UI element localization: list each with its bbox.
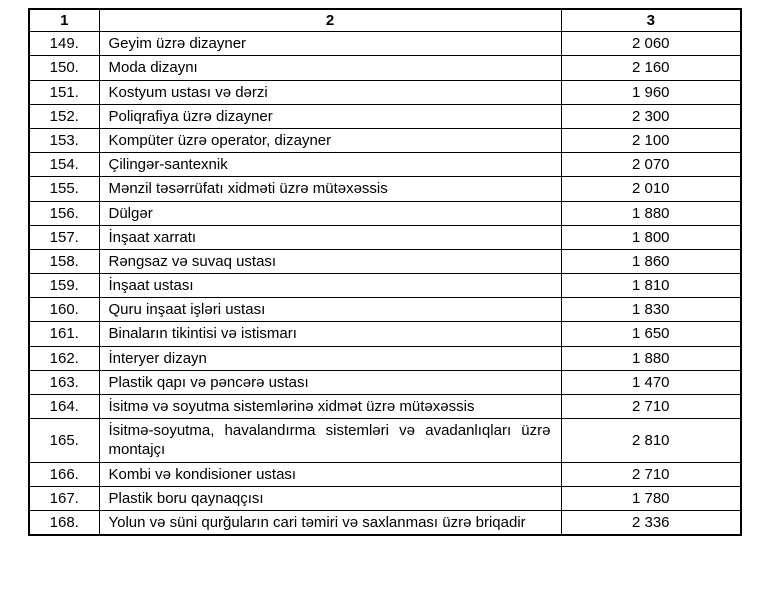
profession-name: Dülgər <box>99 201 561 225</box>
table-row <box>29 201 741 225</box>
professions-table <box>28 8 742 536</box>
table-row <box>29 128 741 152</box>
profession-name: Çilingər-santexnik <box>99 153 561 177</box>
salary-value: 1 780 <box>561 486 741 510</box>
table-row <box>29 225 741 249</box>
row-number: 151. <box>29 80 99 104</box>
profession-name: İnşaat xarratı <box>99 225 561 249</box>
profession-name: Plastik boru qaynaqçısı <box>99 486 561 510</box>
table-row <box>29 510 741 535</box>
row-number: 158. <box>29 249 99 273</box>
row-number: 161. <box>29 322 99 346</box>
salary-value: 2 060 <box>561 32 741 56</box>
table-row <box>29 486 741 510</box>
salary-value: 2 010 <box>561 177 741 201</box>
table-row <box>29 370 741 394</box>
row-number: 154. <box>29 153 99 177</box>
header-col-1: 1 <box>29 9 99 32</box>
salary-value: 1 860 <box>561 249 741 273</box>
salary-value: 2 300 <box>561 104 741 128</box>
table-row <box>29 104 741 128</box>
table-row <box>29 462 741 486</box>
profession-name: Binaların tikintisi və istismarı <box>99 322 561 346</box>
salary-value: 1 830 <box>561 298 741 322</box>
salary-value: 1 810 <box>561 274 741 298</box>
salary-value: 2 070 <box>561 153 741 177</box>
salary-value: 2 160 <box>561 56 741 80</box>
profession-name: Kombi və kondisioner ustası <box>99 462 561 486</box>
profession-name: Yolun və süni qurğuların cari təmiri və saxlanması üzrə briqadir <box>99 510 561 535</box>
row-number: 156. <box>29 201 99 225</box>
row-number: 152. <box>29 104 99 128</box>
profession-name: İnşaat ustası <box>99 274 561 298</box>
row-number: 165. <box>29 419 99 462</box>
profession-name: Moda dizaynı <box>99 56 561 80</box>
profession-name: Kompüter üzrə operator, dizayner <box>99 128 561 152</box>
header-col-3: 3 <box>561 9 741 32</box>
row-number: 159. <box>29 274 99 298</box>
salary-value: 2 336 <box>561 510 741 535</box>
row-number: 166. <box>29 462 99 486</box>
table-row <box>29 322 741 346</box>
profession-name: Kostyum ustası və dərzi <box>99 80 561 104</box>
table-row <box>29 274 741 298</box>
profession-name: İsitmə-soyutma, havalandırma sistemləri və avadanlıqları üzrə montajçı <box>99 419 561 462</box>
salary-value: 2 810 <box>561 419 741 462</box>
table-body <box>29 32 741 535</box>
row-number: 163. <box>29 370 99 394</box>
profession-name: Mənzil təsərrüfatı xidməti üzrə mütəxəssis <box>99 177 561 201</box>
salary-value: 1 470 <box>561 370 741 394</box>
profession-name: Quru inşaat işləri ustası <box>99 298 561 322</box>
salary-value: 2 710 <box>561 395 741 419</box>
row-number: 162. <box>29 346 99 370</box>
table-row <box>29 419 741 462</box>
table-row <box>29 395 741 419</box>
row-number: 157. <box>29 225 99 249</box>
salary-value: 2 100 <box>561 128 741 152</box>
salary-value: 2 710 <box>561 462 741 486</box>
row-number: 149. <box>29 32 99 56</box>
table-row <box>29 56 741 80</box>
salary-value: 1 650 <box>561 322 741 346</box>
row-number: 150. <box>29 56 99 80</box>
table-row <box>29 346 741 370</box>
table-row <box>29 298 741 322</box>
row-number: 164. <box>29 395 99 419</box>
row-number: 160. <box>29 298 99 322</box>
profession-name: İnteryer dizayn <box>99 346 561 370</box>
salary-value: 1 880 <box>561 346 741 370</box>
profession-name: Poliqrafiya üzrə dizayner <box>99 104 561 128</box>
profession-name: Plastik qapı və pəncərə ustası <box>99 370 561 394</box>
table-row <box>29 80 741 104</box>
salary-value: 1 880 <box>561 201 741 225</box>
row-number: 168. <box>29 510 99 535</box>
table-row <box>29 249 741 273</box>
profession-name: Geyim üzrə dizayner <box>99 32 561 56</box>
salary-value: 1 800 <box>561 225 741 249</box>
profession-name: Rəngsaz və suvaq ustası <box>99 249 561 273</box>
row-number: 153. <box>29 128 99 152</box>
table-header-row <box>29 9 741 32</box>
row-number: 167. <box>29 486 99 510</box>
header-col-2: 2 <box>99 9 561 32</box>
profession-name: İsitmə və soyutma sistemlərinə xidmət üzrə mütəxəssis <box>99 395 561 419</box>
table-row <box>29 177 741 201</box>
table-row <box>29 32 741 56</box>
salary-value: 1 960 <box>561 80 741 104</box>
row-number: 155. <box>29 177 99 201</box>
table-row <box>29 153 741 177</box>
